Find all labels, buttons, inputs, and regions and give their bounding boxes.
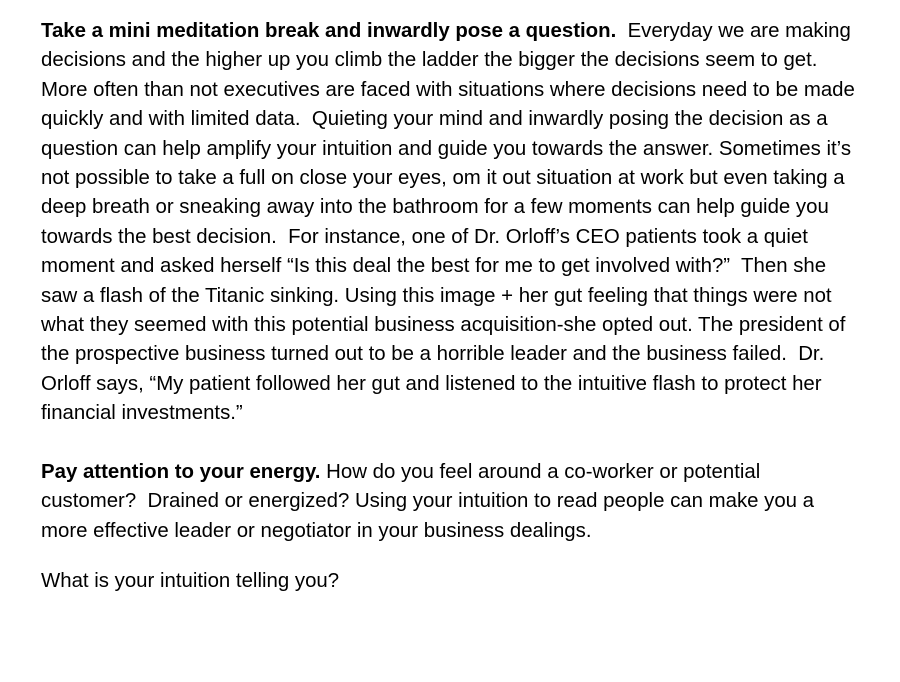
closing-question: What is your intuition telling you?	[41, 570, 340, 593]
paragraph-text: How do you feel around a co-worker or potential customer? Drained or energized? Using your intuition to read people can make you a more effective leader or negotiator in your business dealings.	[41, 461, 820, 542]
paragraph-heading: Pay attention to your energy.	[41, 461, 321, 484]
paragraph-heading: Take a mini meditation break and inwardly pose a question.	[41, 20, 617, 42]
paragraph-energy	[41, 458, 859, 546]
article-body	[41, 17, 859, 597]
paragraph-meditation-break	[41, 17, 859, 429]
paragraph-text: Everyday we are making decisions and the higher up you climb the ladder the bigger the decisions seem to get. More often than not executives are faced with situations where decisions need to be made quickly and with limited data. Quieting your mind and inwardly posing the decision as a question can help amplify your intuition and guide you towards the answer. Sometimes it’s not possible to take a full on close your eyes, om it out situation at work but even taking a deep breath or sneaking away into the bathroom for a few moments can help guide you towards the best decision. For instance, one of Dr. Orloff’s CEO patients took a quiet moment and asked herself “Is this deal the best for me to get involved with?” Then she saw a flash of the Titanic sinking. Using this image + her gut feeling that things were not what they seemed with this potential business acquisition-she opted out. The president of the prospective business turned out to be a horrible leader and the business failed. Dr. Orloff says, “My patient followed her gut and listened to the intuitive flash to protect her financial investments.”	[41, 20, 861, 425]
